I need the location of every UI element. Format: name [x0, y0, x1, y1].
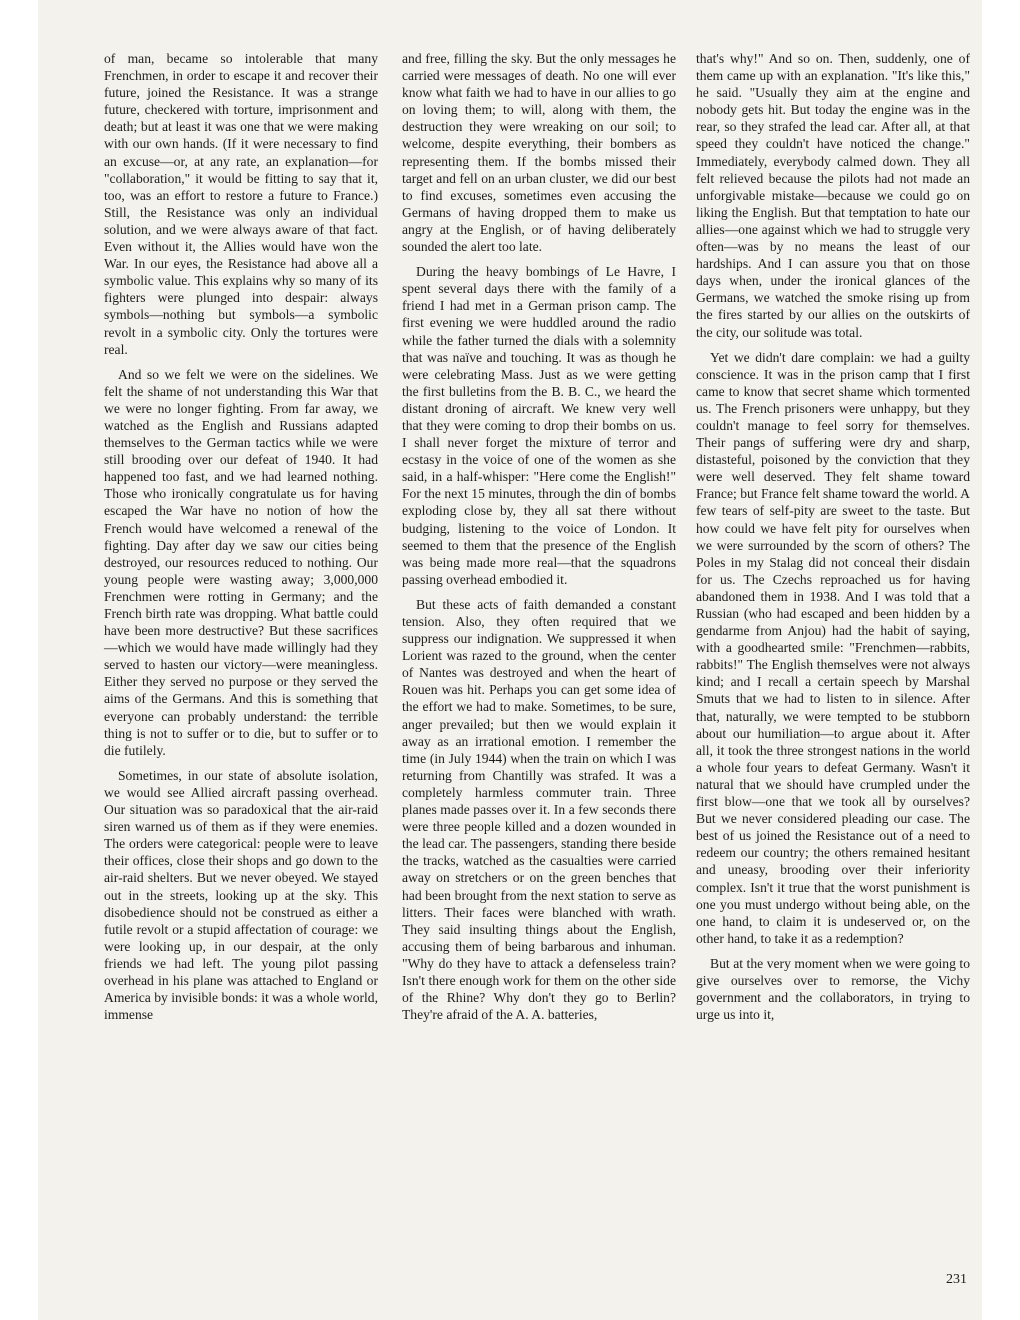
paragraph: But these acts of faith demanded a constant tension. Also, they often required that we suppress our indignation. We suppressed it when Lorient was razed to the ground, when the center of Nantes was destroyed and when the heart of Rouen was hit. Perhaps you can get some idea of the effort we had to make. Sometimes, to be sure, anger prevailed; but then we would explain it away as an irrational emotion. I remember the time (in July 1944) when the train on which I was returning from Chantilly was strafed. It was a completely harmless commuter train. Three planes made passes over it. In a few seconds there were three people killed and a dozen wounded in the lead car. The passengers, standing there beside the tracks, watched as the casualties were carried away on stretchers or on the green benches that had been brought from the next station to serve as litters. Their faces were blanched with wrath. They said insulting things about the English, accusing them of being barbarous and inhuman. "Why do they have to attack a defenseless train? Isn't there enough work for them on the other side of the Rhine? Why don't they go to Berlin? They're afraid of the A. A. batteries, — [402, 596, 676, 1023]
paragraph: But at the very moment when we were going to give ourselves over to remorse, the Vichy government and the collaborators, in trying to urge us into it, — [696, 955, 970, 1023]
paragraph: Yet we didn't dare complain: we had a guilty conscience. It was in the prison camp that I first came to know that secret shame which tormented us. The French prisoners were unhappy, but they couldn't manage to feel sorry for themselves. Their pangs of suffering were dry and sharp, distasteful, poisoned by the conviction that they were well deserved. They felt shame toward France; but France felt shame toward the world. A few tears of self-pity are sweet to the taste. But how could we have felt pity for ourselves when we were surrounded by the scorn of others? The Poles in my Stalag did not conceal their disdain for us. The Czechs reproached us for having abandoned them in 1938. And I was told that a Russian (who had escaped and been hidden by a gendarme from Anjou) had the habit of saying, with a goodhearted smile: "Frenchmen—rabbits, rabbits!" The English themselves were not always kind; and I recall a certain speech by Marshal Smuts that we had to listen to in silence. After that, naturally, we were tempted to be stubborn about our humiliation—to argue about it. After all, it took the three strongest nations in the world a whole four years to defeat Germany. Wasn't it natural that we should have crumpled under the first blow—one that we took all by ourselves? But we never considered pleading our case. The best of us joined the Resistance out of a need to redeem our country; the others remained hesitant and uneasy, brooding over their inferiority complex. Isn't it true that the worst punishment is one you must undergo without being able, on the one hand, to claim it is undeserved or, on the other hand, to take it as a redemption? — [696, 349, 970, 946]
paragraph: that's why!" And so on. Then, suddenly, one of them came up with an explanation. "It's like this," he said. "Usually they aim at the engine and nobody gets hit. But today the engine was in the rear, so they strafed the lead car. After all, at that speed they couldn't have noticed the change." Immediately, everybody calmed down. They all felt relieved because the pilots had not made an unforgivable mistake—because we could go on liking the English. But that temptation to hate our allies—one against which we had to struggle very often—was by no means the least of our hardships. And I can assure you that on those days when, under the ironical glances of the Germans, we watched the smoke rising up from the fires started by our allies on the outskirts of the city, our solitude was total. — [696, 51, 970, 340]
paragraph: Sometimes, in our state of absolute isolation, we would see Allied aircraft passing overhead. Our situation was so paradoxical that the air-raid siren warned us of them as if they were enemies. The orders were categorical: people were to leave their offices, close their shops and go down to the air-raid shelters. But we never obeyed. We stayed out in the streets, looking up at the sky. This disobedience should not be construed as either a futile revolt or a stupid affectation of courage: we were looking up, in our despair, at the only friends we had left. The young pilot passing overhead in his plane was attached to England or America by invisible bonds: it was a whole world, immense — [104, 767, 378, 1023]
page-number: 231 — [946, 1272, 967, 1287]
paragraph: During the heavy bombings of Le Havre, I spent several days there with the family of a friend I had met in a German prison camp. The first evening we were huddled around the radio while the father turned the dials with a solemnity that was naïve and touching. It was as though he were celebrating Mass. Just as we were getting the first bulletins from the B. B. C., we heard the distant droning of aircraft. We knew very well that they were coming to drop their bombs on us. I shall never forget the mixture of terror and ecstasy in the voice of one of the women as she said, in a half-whisper: "Here come the English!" For the next 15 minutes, through the din of bombs exploding close by, they all sat there without budging, listening to the voice of London. It seemed to them that the presence of the English was being made more real—that the squadrons passing overhead embodied it. — [402, 264, 676, 587]
paragraph: of man, became so intolerable that many Frenchmen, in order to escape it and recover their future, joined the Resistance. It was a strange future, checkered with torture, imprisonment and death; but at least it was one that we were making with our own hands. (If it were necessary to find an excuse—or, at any rate, an explanation—for "collaboration," it would be fitting to say that it, too, was an effort to restore a future to France.) Still, the Resistance was only an individual solution, and we were always aware of that fact. Even without it, the Allies would have won the War. In our eyes, the Resistance had above all a symbolic value. This explains why so many of its fighters were plunged into despair: always symbols—nothing but symbols—a symbolic revolt in a symbolic city. Only the tortures were real. — [104, 51, 378, 357]
text-column-2 — [402, 50, 676, 1031]
text-column-1 — [104, 50, 378, 1031]
paragraph: and free, filling the sky. But the only messages he carried were messages of death. No one will ever know what faith we had to have in our allies to go on loving them; to will, along with them, the destruction they were wreaking on our soil; to welcome, despite everything, their bombers as representing them. If the bombs missed their target and fell on an urban cluster, we did our best to find excuses, sometimes even accusing the Germans of having dropped them to make us angry at the English, or of having deliberately sounded the alert too late. — [402, 51, 676, 255]
paragraph: And so we felt we were on the sidelines. We felt the shame of not understanding this War that we were no longer fighting. From far away, we watched as the English and Russians adapted themselves to the German tactics while we were still brooding over our defeat of 1940. It had happened too fast, and we had learned nothing. Those who ironically congratulate us for having escaped the War have no notion of how the French would have welcomed a renewal of the fighting. Day after day we saw our cities being destroyed, our resources reduced to nothing. Our young people were wasting away; 3,000,000 Frenchmen were rotting in Germany; and the French birth rate was dropping. What battle could have been more destructive? But these sacrifices—which we would have made willingly had they served to hasten our victory—were meaningless. Either they served no purpose or they served the aims of the Germans. And this is something that everyone can probably understand: the terrible thing is not to suffer or to die, but to suffer or to die futilely. — [104, 366, 378, 758]
text-column-3 — [696, 50, 970, 1031]
magazine-page — [38, 0, 982, 1320]
